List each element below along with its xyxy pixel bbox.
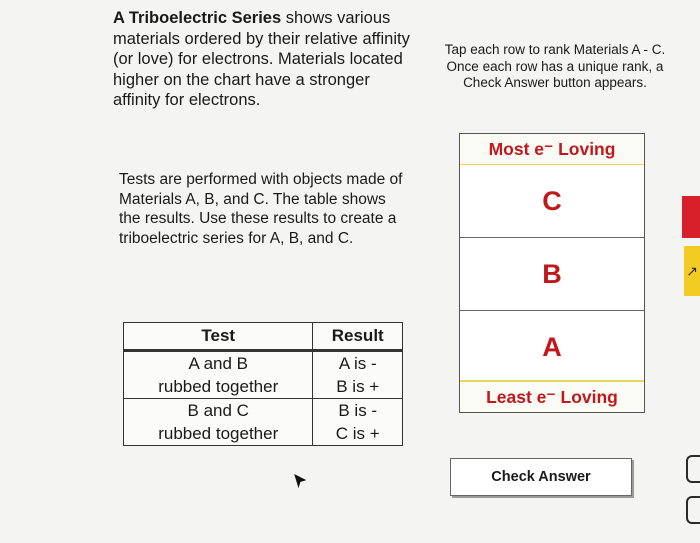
table-row <box>124 351 403 399</box>
rank-row-3[interactable]: A <box>460 311 644 383</box>
tests-description: Tests are performed with objects made of Materials A, B, and C. The table shows the results. Use these results to create a triboelectric series for A, B, and C. <box>119 171 403 247</box>
test-cell <box>124 399 313 446</box>
results-table <box>123 322 403 446</box>
test-line: rubbed together <box>158 424 279 443</box>
test-cell <box>124 351 313 399</box>
intro-rest: shows various materials ordered by their relative affinity (or love) for electrons. Materials located higher on the chart have a stronger affinity for electrons. <box>113 9 410 109</box>
result-cell <box>313 399 403 446</box>
result-column-header: Result <box>313 323 403 351</box>
table-row <box>124 399 403 446</box>
side-tab-yellow[interactable] <box>684 246 700 296</box>
result-line: C is + <box>335 424 380 443</box>
result-cell <box>313 351 403 399</box>
instructions-text: Tap each row to rank Materials A - C. Once each row has a unique rank, a Check Answer button appears. <box>444 42 666 90</box>
side-tab-red[interactable] <box>682 196 700 238</box>
intro-text <box>113 8 413 111</box>
result-line: B is + <box>336 377 380 396</box>
least-loving-header: Least e⁻ Loving <box>460 380 644 412</box>
test-line: A and B <box>188 354 249 373</box>
rank-row-1[interactable]: C <box>460 165 644 238</box>
intro-bold-phrase: A Triboelectric Series <box>113 9 282 27</box>
side-box-2[interactable] <box>686 496 700 524</box>
ranking-chart <box>459 133 645 413</box>
side-box-1[interactable] <box>686 455 700 483</box>
result-line: B is - <box>338 401 378 420</box>
cursor-icon <box>294 474 306 488</box>
test-column-header: Test <box>124 323 313 351</box>
rank-row-2[interactable]: B <box>460 238 644 311</box>
arrow-icon: ↗ <box>686 263 698 279</box>
most-loving-header: Most e⁻ Loving <box>460 134 644 166</box>
result-line: A is - <box>338 354 377 373</box>
test-line: rubbed together <box>158 377 279 396</box>
test-line: B and C <box>187 401 249 420</box>
check-answer-button[interactable]: Check Answer <box>450 458 632 496</box>
table-header-row <box>124 323 403 351</box>
